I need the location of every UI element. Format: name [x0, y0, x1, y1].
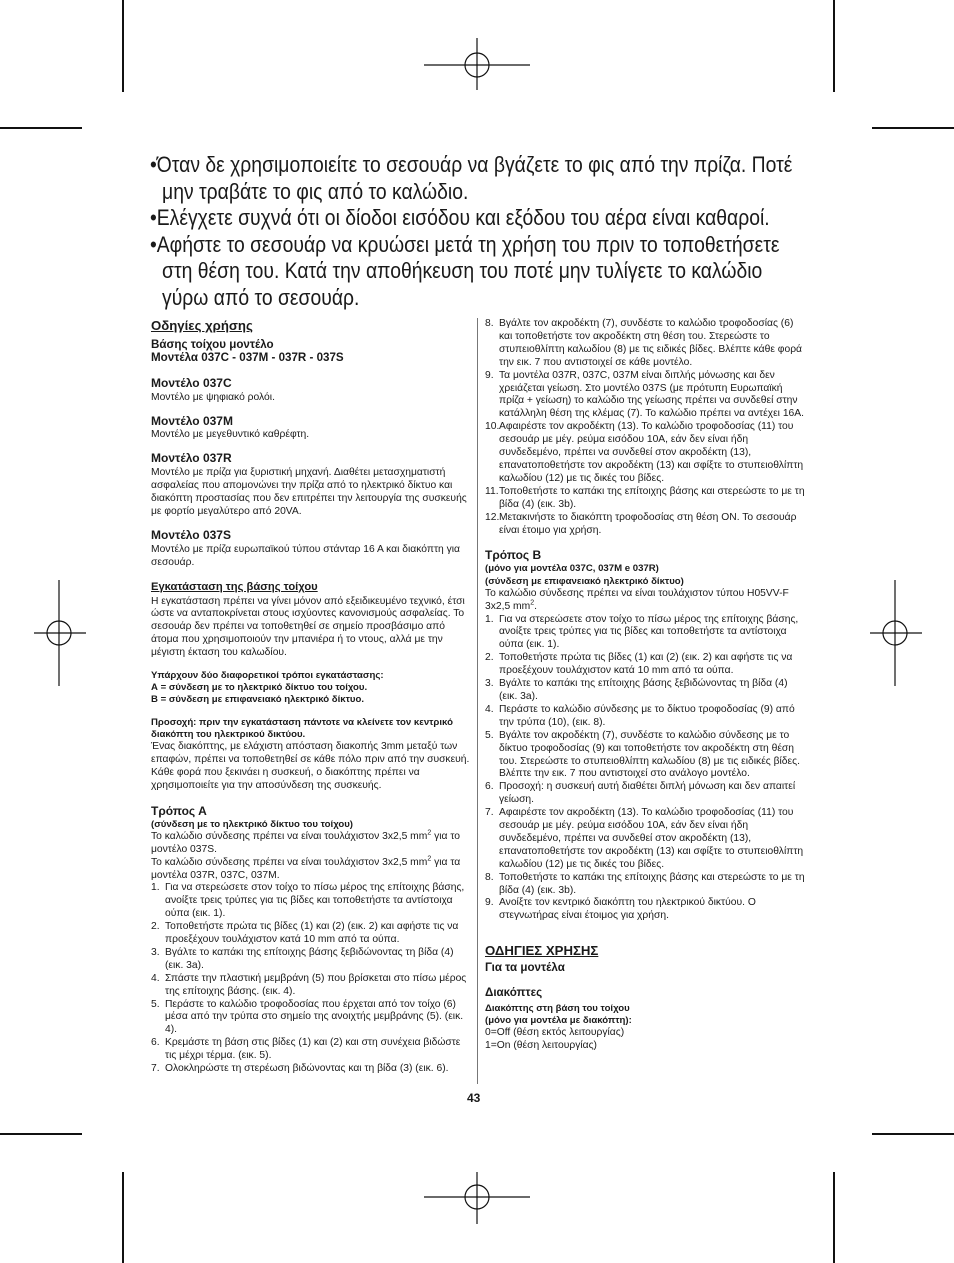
bullet-item: •Αφήστε το σεσουάρ να κρυώσει μετά τη χρήση του πριν το τοποθετήσετε στη θέση του. Κατά την αποθήκευση του ποτέ μην τυλίγετε το καλώδιο γύρω από το σεσουάρ. — [150, 231, 780, 310]
mode-a-subtitle: (σύνδεση με το ηλεκτρικό δίκτυο του τοίχου) — [151, 818, 354, 830]
section-title: Οδηγίες χρήσης — [151, 318, 253, 333]
list-item: 2. Τοποθετήστε πρώτα τις βίδες (1) και (2) (εικ. 2) και αφήστε τις να προεξέχουν τουλάχιστον κατά 10 mm από τα ούπα. — [485, 652, 793, 677]
model-037c-text: Μοντέλο με ψηφιακό ρολόι. — [151, 391, 275, 403]
subtitle: Βάσης τοίχου μοντέλο — [151, 337, 274, 351]
steps-a-list — [151, 882, 471, 1076]
list-item: 6. Προσοχή: η συσκευή αυτή διαθέτει διπλή μόνωση και δεν απαιτεί γείωση. — [485, 781, 796, 806]
cable-037r: Το καλώδιο σύνδεσης πρέπει να είναι τουλάχιστον 3x2,5 $mm^2$ για τα μοντέλα 037R, 037C, 037M. — [151, 855, 461, 881]
crop-mark — [122, 0, 124, 92]
model-037c-title: Μοντέλο 037C — [151, 375, 232, 390]
cable-037s: Το καλώδιο σύνδεσης πρέπει να είναι τουλάχιστον 3x2,5 $mm^2$ για το μοντέλο 037S. — [151, 829, 461, 855]
two-ways: Υπάρχουν δύο διαφορετικοί τρόποι εγκατάστασης: — [151, 670, 384, 682]
list-item: 5. Περάστε το καλώδιο τροφοδοσίας που έρχεται από τον τοίχο (6) μέσα από την τρύπα στο σημείο της ανοιχτής μεμβράνης (5). (εικ. 4). — [151, 998, 464, 1036]
list-item: 1. Για να στερεώσετε στον τοίχο το πίσω μέρος της επίτοιχης βάσης, ανοίξτε τρεις τρύπες για τις βίδες και τοποθετήστε τα αντίστοιχα ούπα (εικ. 1). — [485, 613, 799, 651]
mode-a-title: Τρόπος Α — [151, 803, 207, 818]
list-item: 1. Για να στερεώσετε στον τοίχο το πίσω μέρος της επίτοιχης βάσης, ανοίξτε τρεις τρύπες για τις βίδες και τοποθετήστε τα αντίστοιχα ούπα (εικ. 1). — [151, 882, 465, 920]
crop-mark — [872, 127, 954, 129]
registration-mark-icon — [424, 38, 530, 90]
list-item: 5. Βγάλτε τον ακροδέκτη (7), συνδέστε το καλώδιο σύνδεσης με το δίκτυο τροφοδοσίας (9) και τοποθετήστε τον ακροδέκτη στη θέση του. Στερεώστε το στυπειοθλίπτη καλωδίου (8) με τις ειδικές βίδες. Βλέπτε την εικ. 7 που αντιστοιχεί στο ανάλογο μοντέλο. — [485, 729, 800, 780]
crop-mark — [122, 1172, 124, 1263]
steps-b-list — [485, 614, 805, 924]
model-037r-text: Μοντέλο με πρίζα για ξυριστική μηχανή. Διαθέτει μετασχηματιστή ασφαλείας που απομονώνει την πρίζα από το ηλεκτρικό δίκτυο και διακόπτη προστασίας που δεν επιτρέπει την λειτουργία της συσκευής με φορτίο μεγαλύτερο από 20VA. — [151, 467, 467, 517]
list-item: 10. Αφαιρέστε τον ακροδέκτη (13). Το καλώδιο τροφοδοσίας (11) του σεσουάρ με μέγ. ρεύμα εισόδου 10Α, εάν δεν είναι ήδη συνδεδεμένο, πρέπει να συνδεθεί στον ακροδέκτη (13), επανατοποθετήστε τον ακροδέκτη (13) και σφίξτε το στυπειοθλίπτη καλωδίου (12) με τις δικές του βίδες. — [485, 421, 804, 484]
column-divider — [477, 318, 478, 1084]
bullet-item: •Ελέγχετε συχνά ότι οι δίοδοι εισόδου και εξόδου του αέρα είναι καθαροί. — [150, 205, 770, 231]
page-number: 43 — [467, 1091, 481, 1105]
list-item: 3. Βγάλτε το καπάκι της επίτοιχης βάσης ξεβιδώνοντας τη βίδα (4) (εικ. 3a). — [151, 946, 454, 971]
registration-mark-icon — [424, 1172, 530, 1224]
registration-mark-icon — [34, 580, 86, 686]
mode-b-subtitle: (σύνδεση με επιφανειακό ηλεκτρικό δίκτυο) — [485, 575, 684, 587]
crop-mark — [833, 1172, 835, 1263]
registration-mark-icon — [870, 580, 922, 686]
crop-mark — [872, 1133, 954, 1135]
warning-bullets — [150, 152, 812, 312]
crop-mark — [0, 1133, 82, 1135]
list-item: 3. Βγάλτε το καπάκι της επίτοιχης βάσης ξεβιδώνοντας τη βίδα (4) (εικ. 3a). — [485, 678, 788, 702]
crop-mark — [833, 0, 835, 92]
model-037m-text: Μοντέλο με μεγεθυντικό καθρέφτη. — [151, 429, 310, 441]
bullet-item: •Όταν δε χρησιμοποιείτε το σεσουάρ να βγάζετε το φις από την πρίζα. Ποτέ μην τραβάτε το φις από το καλώδιο. — [150, 152, 793, 204]
list-item: 7. Ολοκληρώστε τη στερέωση βιδώνοντας και τη βίδα (3) (εικ. 6). — [151, 1063, 449, 1075]
models-line: Μοντέλα 037C - 037M - 037R - 037S — [151, 350, 344, 364]
mode-b-title: Τρόπος Β — [485, 548, 542, 563]
list-item: 8. Βγάλτε τον ακροδέκτη (7), συνδέστε το καλώδιο τροφοδοσίας (6) και τοποθετήστε τον ακροδέκτη στη θέση του. Στερεώστε το στυπειοθλίπτη καλωδίου (8) με τις ειδικές βίδες. Βλέπτε κάθε φορά την εικ. 7 που αντιστοιχεί σε κάθε μοντέλο. — [485, 318, 803, 368]
list-item: 2. Τοποθετήστε πρώτα τις βίδες (1) και (2) (εικ. 2) και αφήστε τις να προεξέχουν τουλάχιστον κατά 10 mm από τα ούπα. — [151, 921, 459, 946]
list-item: 9. Ανοίξτε τον κεντρικό διακόπτη του ηλεκτρικού δικτύου. Ο στεγνωτήρας είναι έτοιμος για χρήση. — [485, 897, 756, 922]
way-b: Β = σύνδεση με επιφανειακό ηλεκτρικό δίκτυο. — [151, 694, 364, 706]
list-item: 4. Περάστε το καλώδιο σύνδεσης με το δίκτυο τροφοδοσίας (9) από την τρύπα (10), (εικ. 8). — [485, 703, 795, 728]
list-item: 11. Τοποθετήστε το καπάκι της επίτοιχης βάσης και στερεώστε το με τη βίδα (4) (εικ. 3b). — [485, 485, 805, 510]
usage-subtitle: Για τα μοντέλα — [485, 961, 565, 975]
switch-wall-title: Διακόπτης στη βάση του τοίχου — [485, 1003, 630, 1014]
steps-a-continued — [485, 318, 805, 537]
install-text: Η εγκατάσταση πρέπει να γίνει μόνον από εξειδικευμένο τεχνικό, έτσι ώστε να ανταποκρίνεται στους ισχύοντες κανονισμούς ασφαλείας. Το σεσουάρ δεν πρέπει να τοποθετηθεί σε σημείο προσβάσιμο από άτομα που χρησιμοποιούν την μπανιέρα ή το ντους, αλλά με την μέγιστη έκταση του καλωδίου. — [151, 595, 465, 659]
list-item: 4. Σπάστε την πλαστική μεμβράνη (5) που βρίσκεται στο πίσω μέρος της επίτοιχης βάσης. (εικ. 4). — [151, 972, 467, 997]
list-item: 12. Μετακινήστε το διακόπτη τροφοδοσίας στη θέση ΟΝ. Το σεσουάρ είναι έτοιμο για χρήση. — [485, 511, 797, 536]
list-item: 6. Κρεμάστε τη βάση στις βίδες (1) και (2) και στη συνέχεια βιδώστε τις μέχρι τέρμα. (εικ. 5). — [151, 1037, 461, 1062]
usage-title: ΟΔΗΓΙΕΣ ΧΡΗΣΗΣ — [485, 943, 599, 959]
install-title: Εγκατάσταση της βάσης τοίχου — [151, 580, 318, 593]
on-position: 1=On (θέση λειτουργίας) — [485, 1040, 597, 1052]
left-column — [151, 318, 471, 1076]
list-item: 7. Αφαιρέστε τον ακροδέκτη (13). Το καλώδιο τροφοδοσίας (11) του σεσουάρ με μέγ. ρεύμα εισόδου 10Α, εάν δεν είναι ήδη συνδεδεμένο, πρέπει να συνδεθεί στον ακροδέκτη (13), επανατοποθετήστε τον ακροδέκτη (13) και σφίξτε το στυπειοθλίπτη καλωδίου (12) με τις δικές του βίδες. — [485, 807, 804, 870]
crop-mark — [0, 127, 82, 129]
switches-title: Διακόπτες — [485, 986, 543, 1000]
warning-text: Προσοχή: πριν την εγκατάσταση πάντοτε να κλείνετε τον κεντρικό διακόπτη του ηλεκτρικού δικτύου. — [151, 716, 453, 740]
right-column — [485, 318, 805, 1053]
off-position: 0=Off (θέση εκτός λειτουργίας) — [485, 1027, 625, 1039]
switch-text: Ένας διακόπτης, με ελάχιστη απόσταση διακοπής 3mm μεταξύ των επαφών, πρέπει να τοποθετηθεί σε κάθε πόλο πριν από την συσκευή. Κάθε φορά που ξεκινάει η συσκευή, ο διακόπτης πρέπει να χρησιμοποιείτε για την αποσύνδεση της συσκευής. — [151, 741, 470, 791]
model-037r-title: Μοντέλο 037R — [151, 451, 232, 466]
list-item: 9. Τα μοντέλα 037R, 037C, 037M είναι διπλής μόνωσης και δεν χρειάζεται γείωση. Στο μοντέλο 037S (με πρότυπη Ευρωπαϊκή πρίζα + γείωση) το καλώδιο της γείωσης πρέπει να συνδεθεί στην κατάλληλη θέση της κλέμας (7). Το καλώδιο πρέπει να αντέχει 16Α. — [485, 369, 805, 420]
list-item: 8. Τοποθετήστε το καπάκι της επίτοιχης βάσης και στερεώστε το με τη βίδα (4) (εικ. 3b). — [485, 871, 805, 896]
model-037s-text: Μοντέλο με πρίζα ευρωπαϊκού τύπου στάνταρ 16 Α και διακόπτη για σεσουάρ. — [151, 543, 461, 568]
model-037s-title: Μοντέλο 037S — [151, 527, 231, 542]
cable-b: Το καλώδιο σύνδεσης πρέπει να είναι τουλάχιστον τύπου H05VV-F 3x2,5 $mm^2$. — [485, 587, 789, 612]
model-037m-title: Μοντέλο 037M — [151, 413, 233, 428]
switch-wall-subtitle: (μόνο για μοντέλα με διακόπτη): — [485, 1015, 632, 1027]
mode-b-subtitle: (μόνο για μοντέλα 037C, 037M e 037R) — [485, 563, 659, 575]
way-a: Α = σύνδεση με το ηλεκτρικό δίκτυο του τοίχου. — [151, 682, 368, 694]
